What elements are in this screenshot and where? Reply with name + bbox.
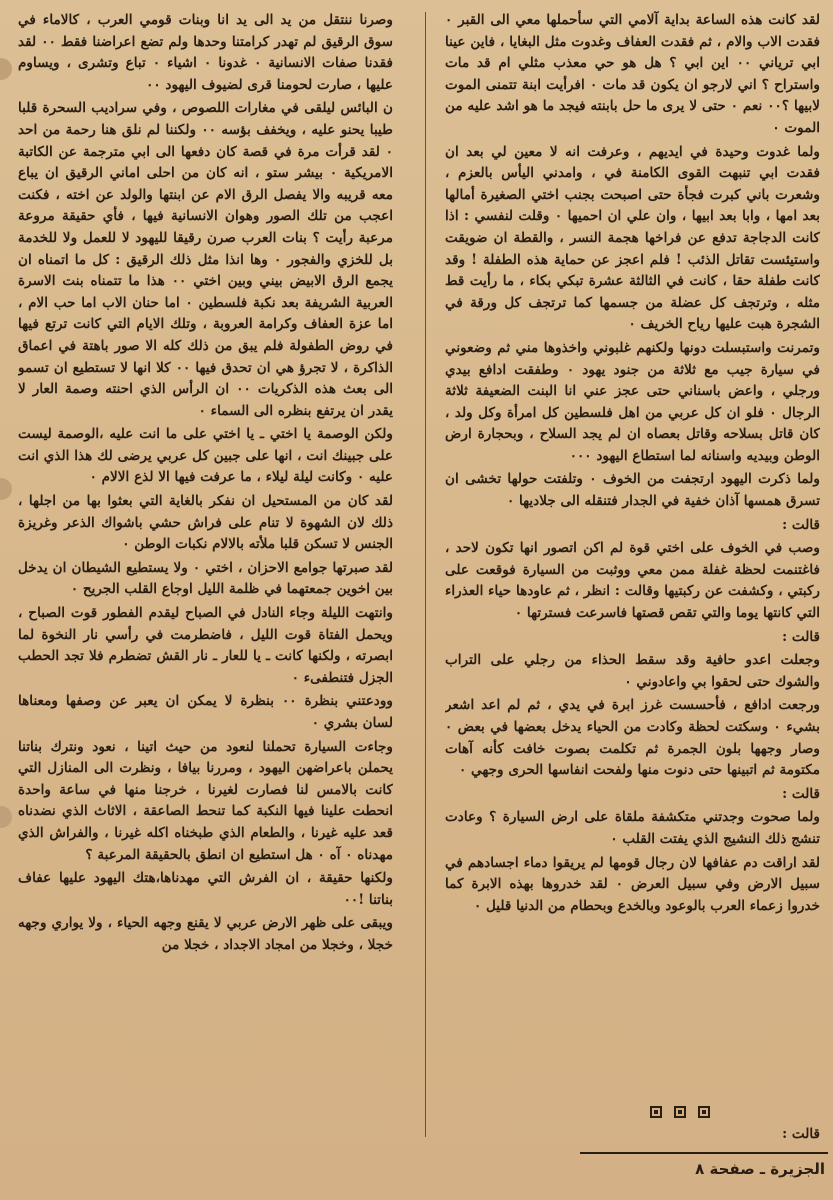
square-ornament-icon — [674, 1106, 686, 1118]
left-column — [18, 10, 393, 1182]
paragraph: لقد كانت هذه الساعة بداية آلامي التي سأحملها معي الى القبر ٠ فقدت الاب والام ، ثم فقدت العفاف وغدوت مثل البغايا ، فاين عينا ابي ترياني ٠٠ اين ابي ؟ هل هو حي معذب مثلي ام قد مات واستراح ؟ اني لارجو ان يكون قد مات ٠ افرأيت ابنة تتمنى الموت لابيها ؟٠٠ نعم ٠ حتى لا يرى ما حل بابنته فيجد ما هو اشد عليه من الموت ٠ — [445, 12, 820, 136]
paragraph: وتمرنت واستبسلت دونها ولكنهم غلبوني واخذوها مني ثم وضعوني في سيارة جيب مع ثلاثة من جنود يهود ٠ وطفقت ادافع بيدي ورجلي ، واعض باسناني حتى عجز عني انا البنت الضعيفة ثلاثة الرجال ٠ فلو ان كل عربي من اهل فلسطين كل امرأة وكل ولد ، كان قاتل بسلاحه وقاتل بعصاه ان لم يجد السلاح ، وبحجارة ارض الوطن وبيديه واسنانه لما استطاع اليهود ٠٠٠ — [445, 339, 820, 464]
paragraph: وانتهت الليلة وجاء النادل في الصباح ليقدم الفطور قوت الصباح ، ويحمل الفتاة قوت الليل ، فاضطرمت في رأسي نار النخوة لما ابصرته ، ولكنها كانت ـ يا للعار ـ نار القش تضطرم فلا تجد الحطب الجزل فتنطفىء ٠ — [18, 605, 393, 686]
continuation-text: قالت : — [782, 1126, 820, 1142]
paragraph: قالت : — [782, 785, 820, 802]
paragraph: لقد صبرتها جوامع الاحزان ، اختي ٠ ولا يستطيع الشيطان ان يدخل بين اخوين جمعتهما في ظلمة الليل اوجاع القلب الجريح ٠ — [18, 559, 393, 598]
paragraph: وجاءت السيارة تحملنا لنعود من حيث اتينا ، نعود ونترك بناتنا يحملن باعراضهن اليهود ، ومررنا بيافا ، ونظرت الى المنازل التي كانت بالامس لنا فصارت لغيرنا ، خرجنا منها في ساعة واحدة انحطت علينا فيها النكبة كما تنحط الصاعقة ، الاثاث الذي نضدناه قعد عليه غيرنا ، والطعام الذي طبخناه اكله غيرنا ، والفراش الذي مهدناه ٠ آه ٠ هل استطيع ان انطق بالحقيقة المرعبة ؟ — [18, 738, 393, 863]
paragraph: قالت : — [782, 516, 820, 533]
footer-divider — [580, 1152, 828, 1154]
paragraph: ن البائس ليلقى في مغارات اللصوص ، وفي سراديب السحرة قلبا طيبا يحنو عليه ، ويخفف بؤسه ٠٠ ولكننا لم نلق هنا رحمة من احد ٠ لقد قرأت مرة في قصة كان دفعها الى ابي مترجمة عن الكاتبة الامريكية ٠ بيشر ستو ، انه كان من احلى اماني الرقيق ان يباع معه قريبه والا يفصل الرق الام عن ابنتها والولد عن اخته ، فكنت اعجب من تلك الصور وهوان الانسانية فيها ، فأي حقيقة مروعة مرعبة رأيت ؟ بنات العرب صرن رقيقا لليهود لا للعمل ولا للخدمة بل للخزي والفجور ٠ وها انذا مثل ذلك الرقيق : كل ما اتمناه ان يجمع الرق الابيض بيني وبين اختي ٠٠ هذا ما تتمناه بنت الاسرة العربية الشريفة بعد نكبة فلسطين ٠ اما حنان الاب اما حب الام ، اما عزة العفاف وكرامة العروبة ، وتلك الايام التي كانت ترتع فيها في روض الطفولة فلم يبق من ذلك كله الا صور باهتة في اعماق الذاكرة ، لا تجرؤ هي ان تحدق فيها ٠٠ كلا انها لا تستطيع ان تسمو الى بعث هذه الذكريات ٠٠ ان الرأس الذي احنته وصمة العار لا يقدر ان يرتفع بنظره الى السماء ٠ — [18, 100, 393, 419]
right-column — [445, 10, 820, 1140]
paragraph: قالت : — [782, 628, 820, 645]
punch-hole — [0, 58, 12, 80]
square-ornament-icon — [698, 1106, 710, 1118]
paragraph: وجعلت اعدو حافية وقد سقط الحذاء من رجلي على التراب والشوك حتى لحقوا بي واعادوني ٠ — [445, 652, 820, 690]
paragraph: ولكنها حقيقة ، ان الفرش التي مهدناها،هتك اليهود عليها عفاف بناتنا !٠٠ — [18, 870, 393, 908]
page-footer: الجزيرة ـ صفحة ٨ — [695, 1160, 825, 1178]
paragraph: ولكن الوصمة يا اختي ـ يا اختي على ما انت عليه ،الوصمة ليست على جبينك انت ، انها على جبين كل عربي يرضى لك هذا الذي انت عليه ٠ وكانت ليلة ليلاء ، ما عرفت فيها الا لذع الالام ٠ — [18, 426, 393, 486]
paragraph: وصرنا ننتقل من يد الى يد انا وبنات قومي العرب ، كالاماء في سوق الرقيق لم تهدر كرامتنا وحدها ولم تضع اعراضنا فقط ٠٠ لقد فقدنا صفات الانسانية ٠ غدونا ٠ اشياء ٠ تباع وتشرى ، ويساوم عليها ، صارت لحومنا قرى لضيوف اليهود ٠٠ — [18, 12, 393, 93]
section-ornament — [650, 1106, 710, 1118]
square-ornament-icon — [650, 1106, 662, 1118]
paragraph: ورجعت ادافع ، فأحسست غرز ابرة في يدي ، ثم لم اعد اشعر بشيء ٠ وسكتت لحظة وكادت من الحياء يدخل بعضها في بعض ٠ وصار وجهها بلون الجمرة ثم تكلمت بصوت خافت كأنه آهات مكتومة ثم اتبينها حتى دنوت منها ولفحت انفاسها الحرى وجهي ٠ — [445, 697, 820, 779]
paragraph: ويبقى على ظهر الارض عربي لا يقنع وجهه الحياء ، ولا يواري وجهه خجلا ، وخجلا من امجاد الاجداد ، خجلا من — [18, 915, 393, 953]
column-divider — [425, 12, 426, 1137]
paragraph: ولما ذكرت اليهود ارتجفت من الخوف ٠ وتلفتت حولها تخشى ان تسرق همسها آذان خفية في الجدار فتنقله الى جلاديها ٠ — [445, 471, 820, 510]
paragraph: لقد اراقت دم عفافها لان رجال قومها لم يريقوا دماء اجسادهم في سبيل الارض وفي سبيل العرض ٠ لقد خدروها بهذه الابرة كما خدروا زعماء العرب بالوعود وبالخدع وبحطام من الدنيا قليل ٠ — [445, 854, 820, 914]
punch-hole — [0, 806, 12, 828]
paragraph: ولما صحوت وجدتني متكشفة ملقاة على ارض السيارة ؟ وعادت تنشج ذلك النشيج الذي يفتت القلب ٠ — [445, 809, 820, 847]
paragraph: وصب في الخوف على اختي قوة لم اكن اتصور انها تكون لاحد ، فاغتنمت لحظة غفلة ممن معي ووثبت من السيارة فوقعت على ركبتي ، وكشفت عن ركبتيها وقالت : انظر ، ثم عاودها حياء العذراء التي كانتها يوما والتي تقص قصتها فاسرعت فسترتها ٠ — [445, 540, 820, 622]
paragraph: وودعتني بنظرة ٠٠ بنظرة لا يمكن ان يعبر عن وصفها ومعناها لسان بشري ٠ — [18, 693, 393, 731]
paragraph: لقد كان من المستحيل ان نفكر بالغاية التي بعثوا بها من اجلها ، ذلك لان الشهوة لا تنام على فراش حشي باشواك الذعر وغريزة الجنس لا تسكن قلبا ملأته بالالام نكبات الوطن ٠ — [18, 493, 393, 553]
punch-hole — [0, 478, 12, 500]
paragraph: ولما غدوت وحيدة في ايديهم ، وعرفت انه لا معين لي بعد ان فقدت ابي تنبهت القوى الكامنة في ، وامدني اليأس بالعزم ، وشعرت باني كبرت فجأة حتى اصبحت بجنب اختي الصغيرة أمالها بعد امها ، وابا بعد ابيها ، وان علي ان احميها ٠ وقلت لنفسي : اذا كانت الدجاجة تدفع عن فراخها هجمة النسر ، والقطة ان ضويقت واستيئست تقاتل الذئب ! فلم اعجز عن حماية هذه الطفلة ! وقد كانت طفلة حقا ، كانت في الثالثة عشرة تبكي بكاء ، ما رأيت قط مثله ، وترتجف كل عضلة من جسمها كما ترتجف كل ورقة في الشجرة هبت عليها رياح الخريف ٠ — [445, 143, 820, 333]
